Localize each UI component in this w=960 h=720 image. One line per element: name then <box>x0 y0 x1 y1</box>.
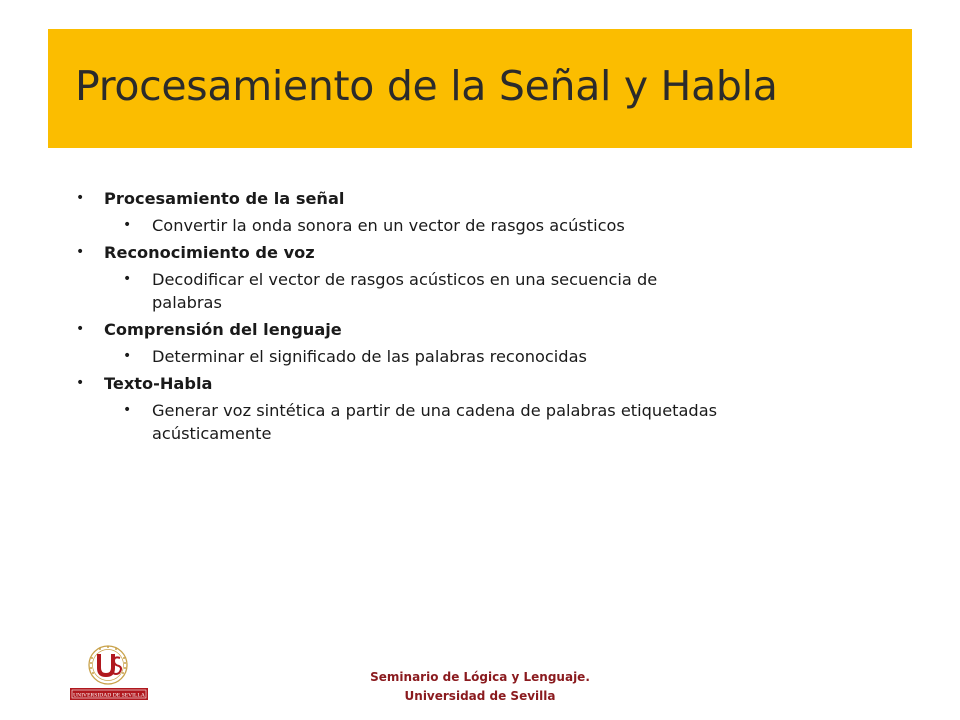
bullet-heading: Texto-Habla <box>104 374 213 393</box>
sub-bullet-text: Convertir la onda sonora en un vector de rasgos acústicos <box>152 216 625 235</box>
bullet-icon: • <box>76 190 85 206</box>
bullet-icon: • <box>123 402 132 418</box>
bullet-heading: Reconocimiento de voz <box>104 243 315 262</box>
bullet-list <box>76 187 796 445</box>
bullet-icon: • <box>76 321 85 337</box>
bullet-icon: • <box>123 348 132 364</box>
bullet-icon: • <box>76 375 85 391</box>
bullet-icon: • <box>76 244 85 260</box>
bullet-item-4 <box>76 372 796 395</box>
sub-bullet-item-2 <box>76 268 694 314</box>
footer-line-2: Universidad de Sevilla <box>404 689 556 703</box>
sub-bullet-text: Generar voz sintética a partir de una cadena de palabras etiquetadas acústicamente <box>152 401 718 443</box>
universidad-de-sevilla-logo-icon <box>70 644 148 700</box>
bullet-item-2 <box>76 241 796 264</box>
bullet-item-1 <box>76 187 796 210</box>
bullet-heading: Comprensión del lenguaje <box>104 320 342 339</box>
bullet-heading: Procesamiento de la señal <box>104 189 345 208</box>
bullet-icon: • <box>123 217 132 233</box>
slide-title: Procesamiento de la Señal y Habla <box>75 61 778 110</box>
sub-bullet-item-4 <box>76 399 786 445</box>
title-band <box>48 29 912 148</box>
bullet-item-3 <box>76 318 796 341</box>
footer-line-1: Seminario de Lógica y Lenguaje. <box>370 670 590 684</box>
sub-bullet-text: Determinar el significado de las palabras reconocidas <box>152 347 587 366</box>
bullet-icon: • <box>123 271 132 287</box>
sub-bullet-item-1 <box>76 214 694 237</box>
sub-bullet-item-3 <box>76 345 832 368</box>
footer <box>330 668 630 706</box>
svg-text:UNIVERSIDAD DE SEVILLA: UNIVERSIDAD DE SEVILLA <box>73 692 145 699</box>
university-logo <box>70 644 148 700</box>
sub-bullet-text: Decodificar el vector de rasgos acústicos en una secuencia de palabras <box>152 270 658 312</box>
